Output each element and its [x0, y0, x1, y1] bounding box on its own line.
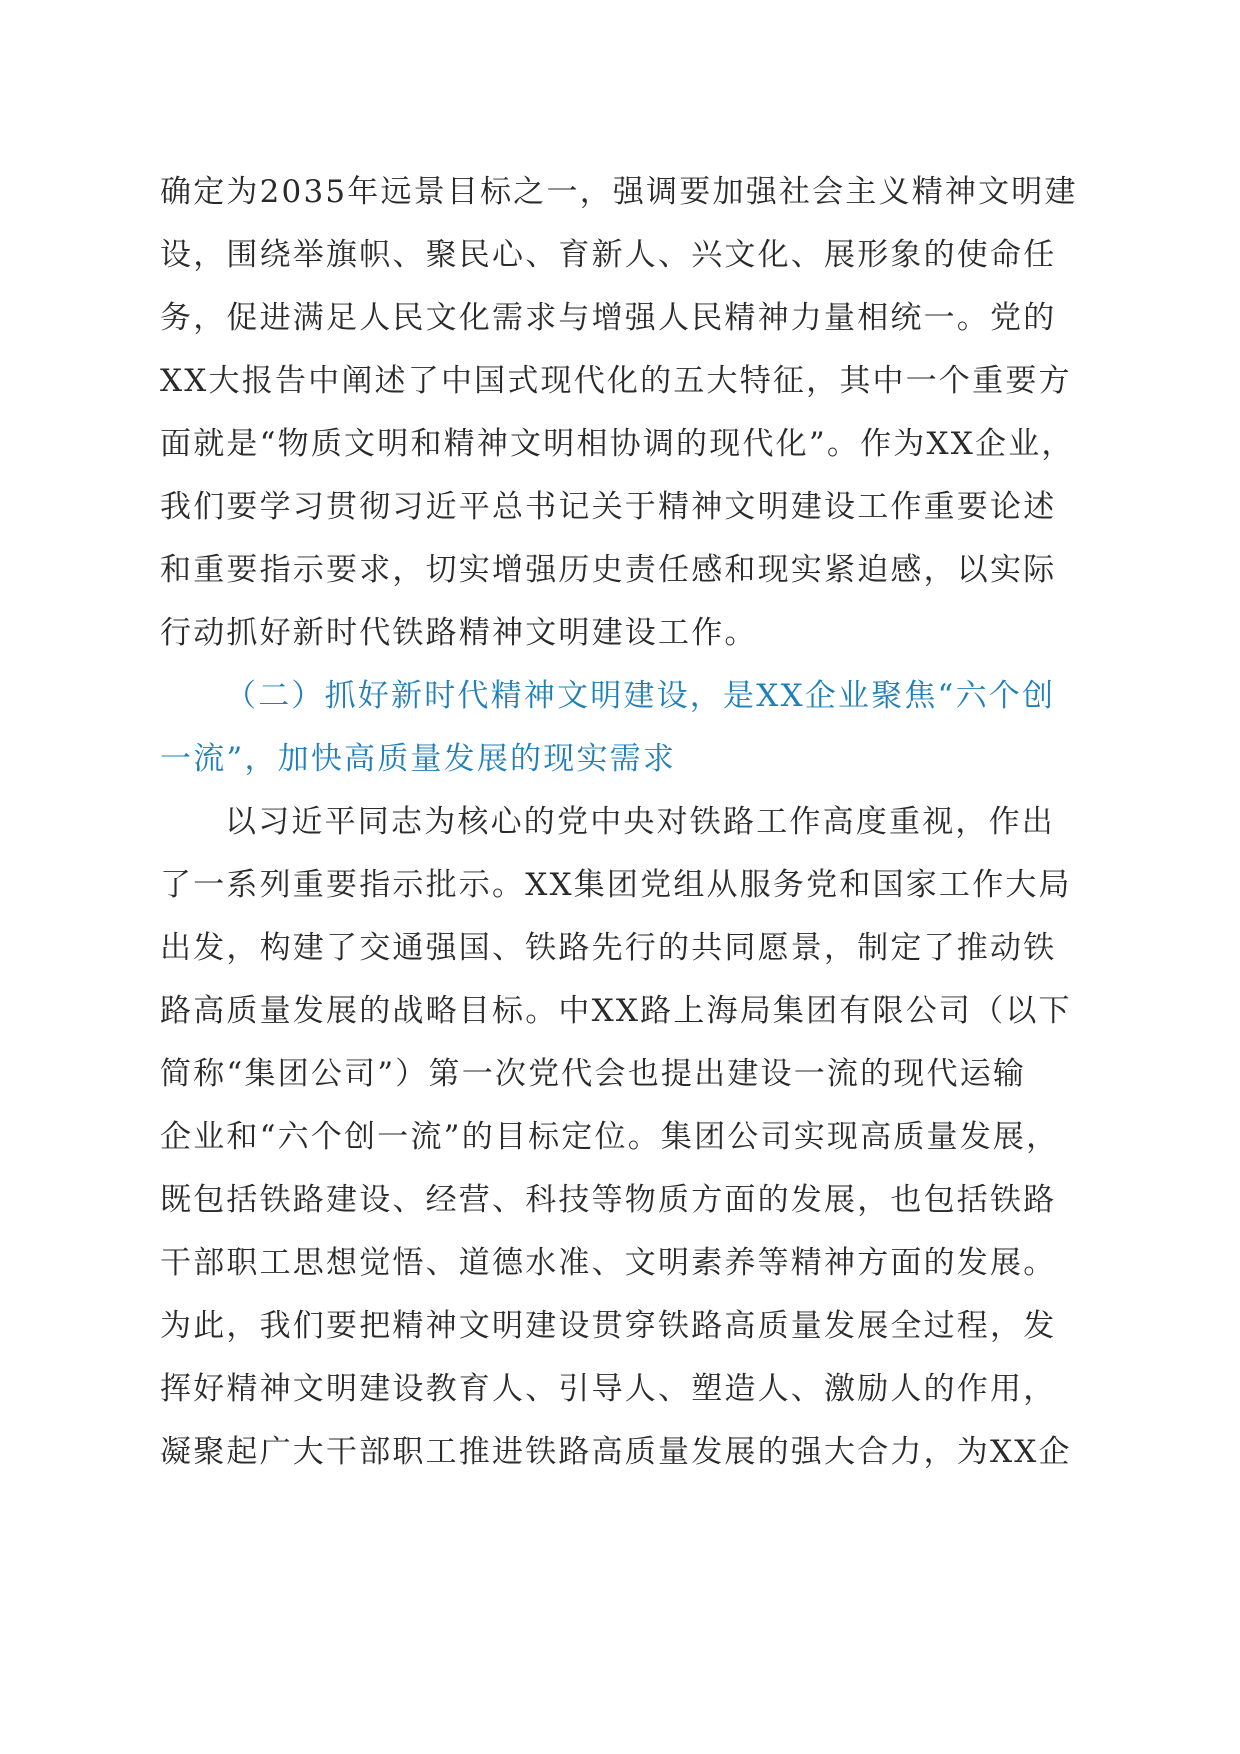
paragraph-line: 出发，构建了交通强国、铁路先行的共同愿景，制定了推动铁	[160, 930, 1057, 966]
paragraph-line: 简称“集团公司”）第一次党代会也提出建设一流的现代运输	[160, 1056, 1027, 1092]
paragraph-line: 既包括铁路建设、经营、科技等物质方面的发展，也包括铁路	[160, 1182, 1057, 1218]
paragraph-line: 以习近平同志为核心的党中央对铁路工作高度重视，作出	[225, 804, 1055, 840]
paragraph-line: 和重要指示要求，切实增强历史责任感和现实紧迫感，以实际	[160, 552, 1057, 588]
paragraph-line: 干部职工思想觉悟、道德水准、文明素养等精神方面的发展。	[160, 1245, 1057, 1281]
paragraph-line: 凝聚起广大干部职工推进铁路高质量发展的强大合力，为XX企	[160, 1434, 1072, 1470]
paragraph-line: 设，围绕举旗帜、聚民心、育新人、兴文化、展形象的使命任	[160, 237, 1057, 273]
paragraph-line: 企业和“六个创一流”的目标定位。集团公司实现高质量发展，	[160, 1119, 1060, 1155]
paragraph-line: 务，促进满足人民文化需求与增强人民精神力量相统一。党的	[160, 300, 1057, 336]
section-heading: 一流”，加快高质量发展的现实需求	[160, 741, 677, 777]
paragraph-line: 行动抓好新时代铁路精神文明建设工作。	[160, 615, 758, 651]
paragraph-line: 挥好精神文明建设教育人、引导人、塑造人、激励人的作用，	[160, 1371, 1057, 1407]
paragraph-line: 了一系列重要指示批示。XX集团党组从服务党和国家工作大局	[160, 867, 1072, 903]
paragraph-line: XX大报告中阐述了中国式现代化的五大特征，其中一个重要方	[160, 363, 1072, 399]
section-heading: （二）抓好新时代精神文明建设，是XX企业聚焦“六个创	[225, 678, 1056, 714]
paragraph-line: 确定为2035年远景目标之一，强调要加强社会主义精神文明建	[160, 174, 1078, 210]
paragraph-line: 路高质量发展的战略目标。中XX路上海局集团有限公司（以下	[160, 993, 1072, 1029]
paragraph-line: 面就是“物质文明和精神文明相协调的现代化”。作为XX企业，	[160, 426, 1075, 462]
paragraph-line: 我们要学习贯彻习近平总书记关于精神文明建设工作重要论述	[160, 489, 1057, 525]
paragraph-line: 为此，我们要把精神文明建设贯穿铁路高质量发展全过程，发	[160, 1308, 1057, 1344]
